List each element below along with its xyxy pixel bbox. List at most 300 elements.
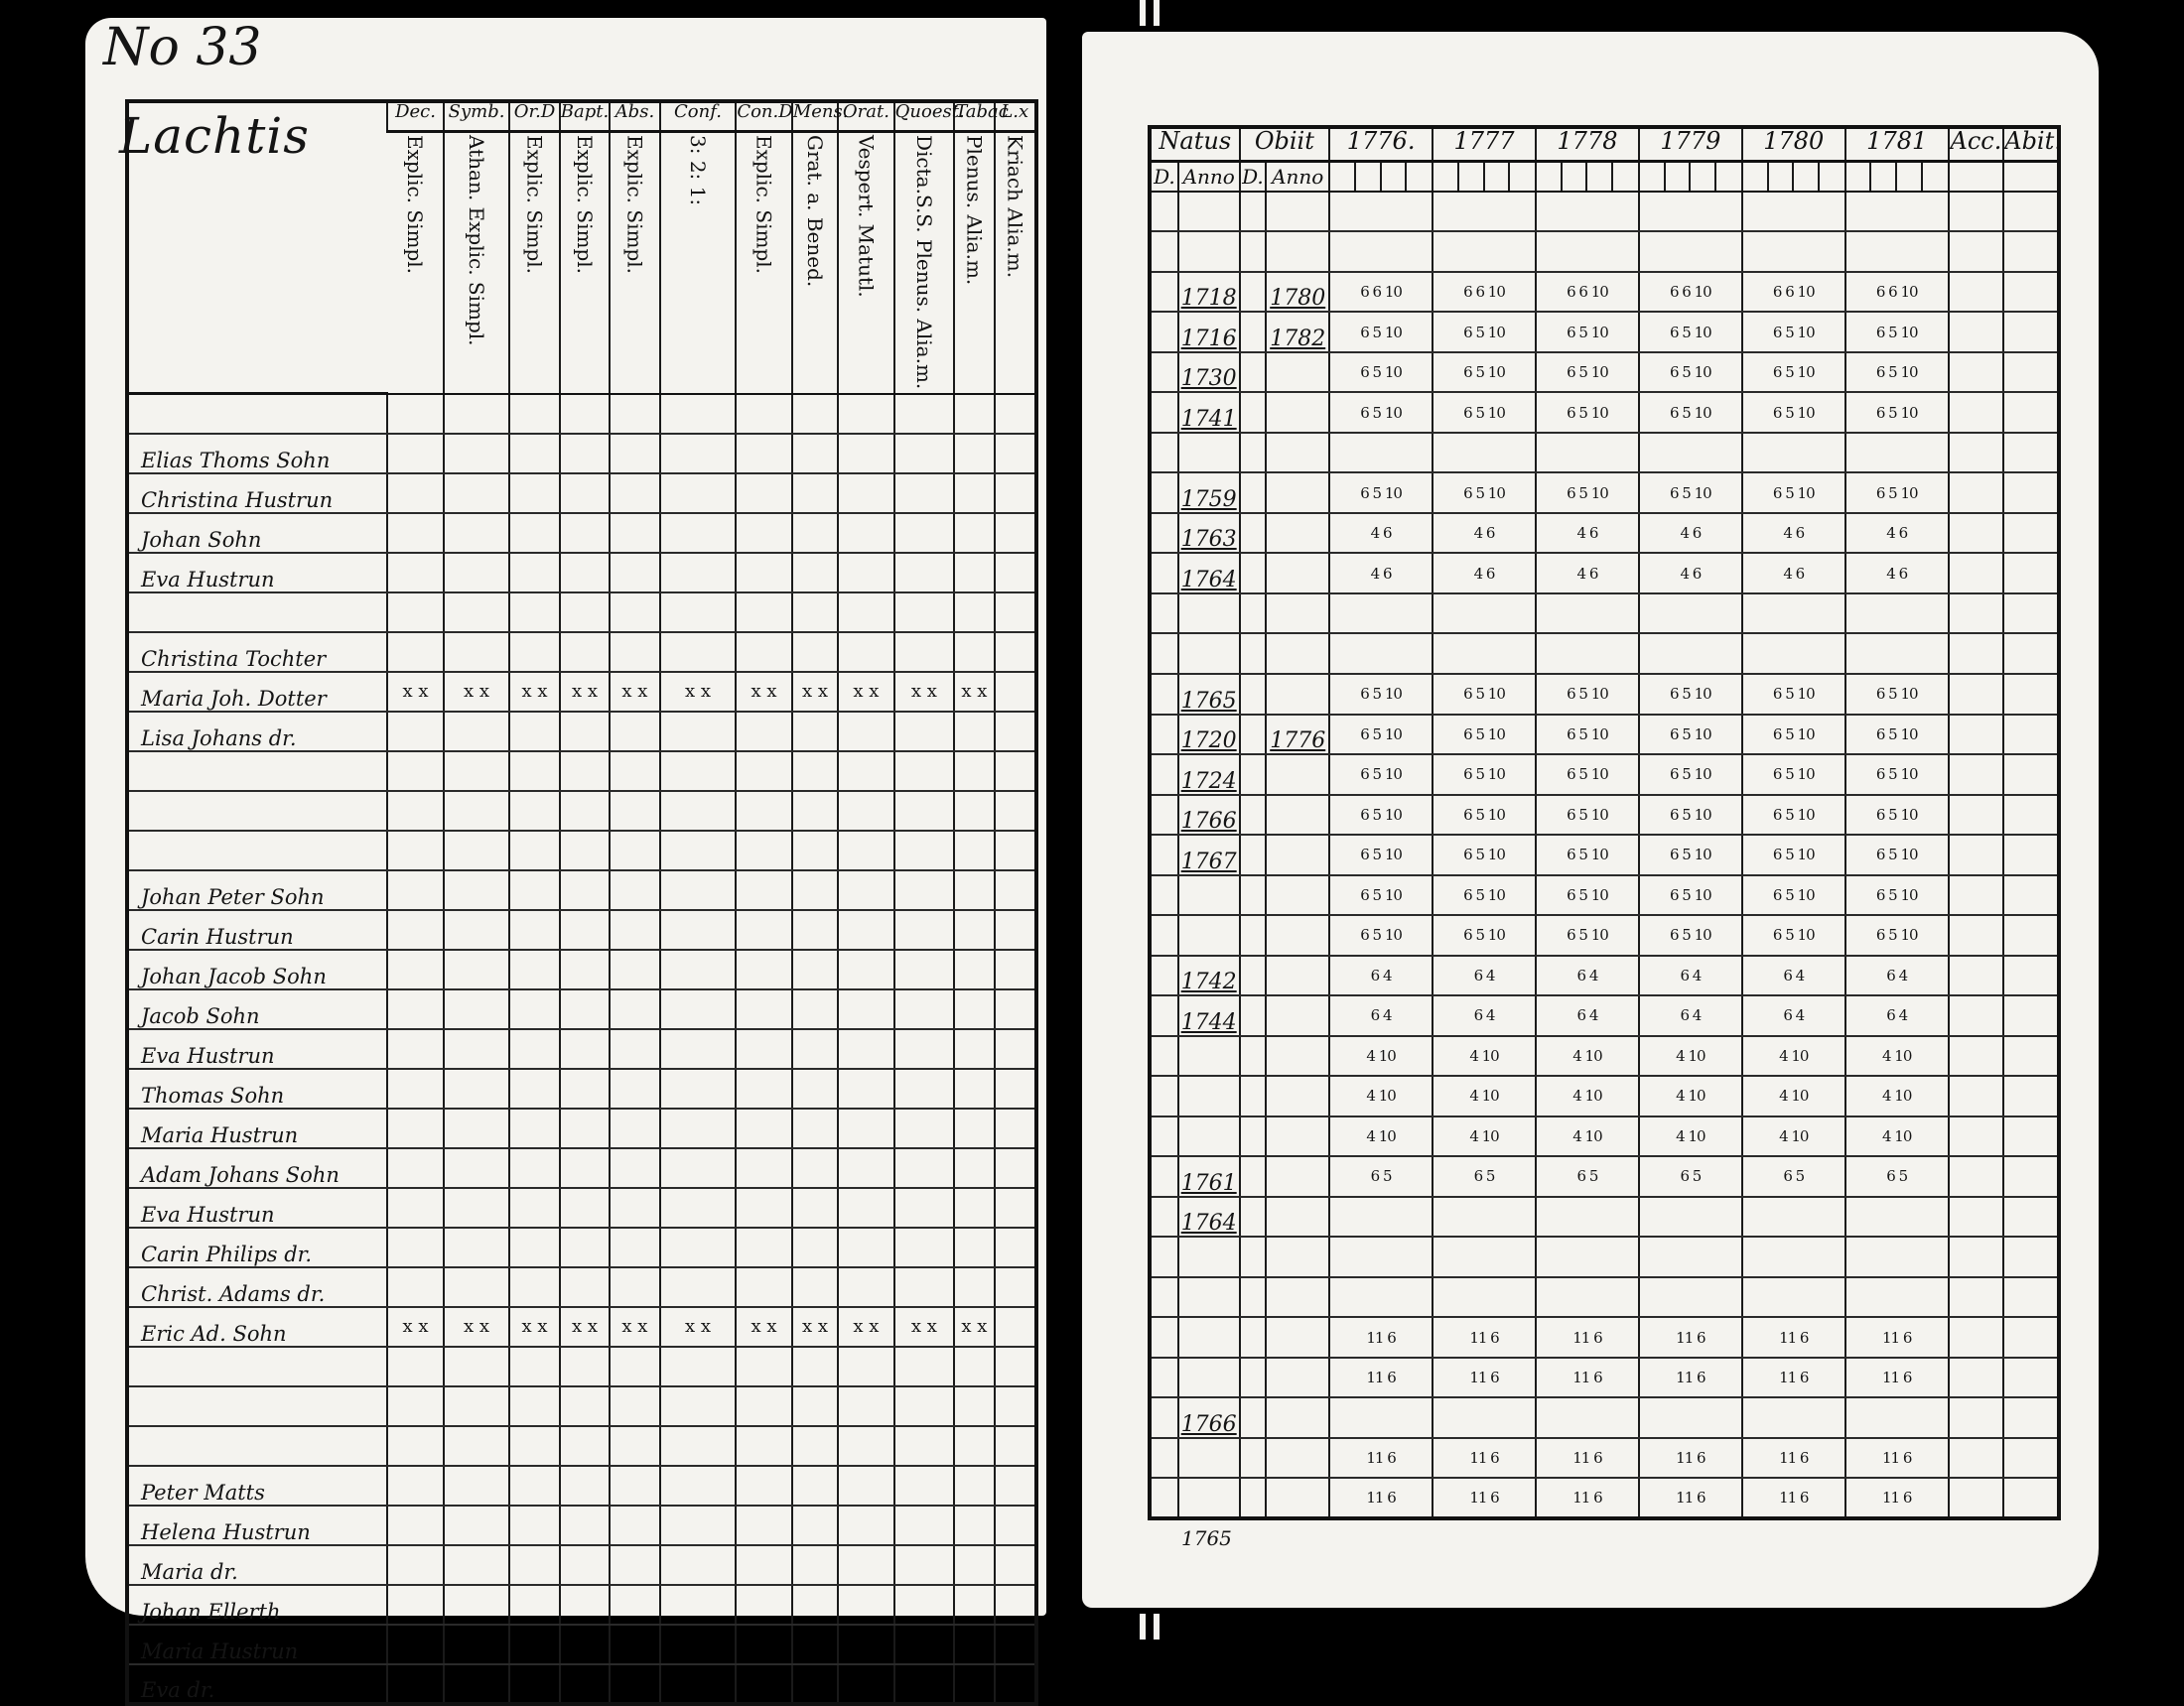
cell: [1949, 1156, 2004, 1197]
cell: [736, 989, 791, 1029]
cell: [792, 1386, 838, 1426]
column-subheader-3: Explic. Simpl.: [573, 134, 597, 274]
cell: [1240, 754, 1267, 795]
year-header: 1777: [1433, 127, 1536, 161]
exam-score: 6 5 10: [1536, 392, 1639, 433]
exam-score: 6 5 10: [1845, 795, 1949, 836]
name-column-header: [127, 101, 387, 394]
cell: [1845, 161, 1871, 191]
exam-score: 4 10: [1845, 1076, 1949, 1116]
exam-score: 4 10: [1742, 1116, 1845, 1157]
cell: [792, 1267, 838, 1307]
exam-score: 6 4: [1845, 956, 1949, 996]
cell: [1949, 715, 2004, 755]
exam-score: 6 5 10: [1433, 312, 1536, 352]
cell: [2003, 633, 2059, 674]
cell: [387, 473, 443, 513]
person-name: [127, 831, 387, 870]
register-row: [1150, 593, 2059, 634]
death-year: [1266, 593, 1329, 634]
exam-score: 6 4: [1536, 995, 1639, 1036]
exam-score: 6 4: [1329, 995, 1433, 1036]
cell: [995, 1228, 1036, 1267]
cell: [954, 1506, 994, 1545]
footer-year: 1765: [1181, 1526, 1232, 1550]
cell: [838, 751, 893, 791]
death-year: [1266, 231, 1329, 272]
obiit-header: Obiit: [1240, 127, 1330, 161]
cell: [610, 513, 659, 553]
cell: [1150, 352, 1178, 393]
register-row: [1150, 1036, 2059, 1077]
cell: [1329, 433, 1433, 473]
death-year: [1266, 352, 1329, 393]
cell: [2003, 875, 2059, 916]
cell: [610, 712, 659, 751]
cell: [660, 1267, 737, 1307]
person-name: Thomas Sohn: [127, 1069, 387, 1109]
register-row: [127, 394, 1036, 434]
exam-score: 11 6: [1329, 1317, 1433, 1358]
cell: [610, 1506, 659, 1545]
death-year: 1776: [1266, 715, 1329, 755]
cell: [1433, 1277, 1536, 1318]
cell: [894, 1228, 955, 1267]
cell: [660, 870, 737, 910]
exam-score: 4 10: [1742, 1076, 1845, 1116]
cell: [387, 989, 443, 1029]
cell: [610, 1069, 659, 1109]
cell: [2003, 593, 2059, 634]
exam-score: 11 6: [1639, 1358, 1742, 1398]
cell: [560, 712, 610, 751]
exam-score: 6 5 10: [1639, 312, 1742, 352]
birth-year: [1178, 192, 1240, 232]
exam-score: 6 5 10: [1742, 312, 1845, 352]
cell: [1329, 593, 1433, 634]
cell: [736, 1386, 791, 1426]
cell: [736, 1347, 791, 1386]
cell: [995, 1148, 1036, 1188]
cell: [736, 434, 791, 473]
cell: [1484, 161, 1510, 191]
check-mark: x x: [560, 672, 610, 712]
cell: [560, 1506, 610, 1545]
cell: [1949, 513, 2004, 554]
exam-score: 11 6: [1536, 1438, 1639, 1479]
cell: [1949, 1116, 2004, 1157]
column-subheader-10: Plenus. Alia.m.: [962, 134, 987, 285]
exam-score: 6 5 10: [1433, 754, 1536, 795]
cell: [1240, 915, 1267, 956]
cell: [1845, 1197, 1949, 1238]
cell: [2003, 161, 2059, 191]
cell: [894, 434, 955, 473]
register-row: [1150, 352, 2059, 393]
cell: [838, 791, 893, 831]
cell: [1240, 1277, 1267, 1318]
cell: [1240, 1358, 1267, 1398]
birth-year: 1724: [1178, 754, 1240, 795]
death-year: 1782: [1266, 312, 1329, 352]
exam-score: 11 6: [1742, 1438, 1845, 1479]
exam-score: 6 5 10: [1742, 472, 1845, 513]
cell: [387, 712, 443, 751]
cell: [387, 1347, 443, 1386]
exam-score: 6 5 10: [1329, 835, 1433, 875]
cell: [1150, 192, 1178, 232]
register-row: [127, 1545, 1036, 1585]
check-mark: x x: [894, 1307, 955, 1347]
register-row: [1150, 795, 2059, 836]
birth-year: 1741: [1178, 392, 1240, 433]
cell: [610, 592, 659, 632]
column-subheader-9: Dicta.S.S. Plenus. Alia.m.: [911, 134, 936, 389]
cell: [838, 1069, 893, 1109]
cell: [2003, 1438, 2059, 1479]
cell: [954, 910, 994, 950]
exam-score: 6 5 10: [1639, 795, 1742, 836]
cell: [995, 473, 1036, 513]
cell: [444, 632, 510, 672]
cell: [387, 1386, 443, 1426]
cell: [660, 1029, 737, 1069]
cell: [444, 1466, 510, 1506]
cell: [560, 1228, 610, 1267]
cell: [736, 632, 791, 672]
exam-score: 6 4: [1845, 995, 1949, 1036]
cell: [792, 1466, 838, 1506]
cell: [2003, 1277, 2059, 1318]
death-year: [1266, 392, 1329, 433]
cell: [1150, 312, 1178, 352]
cell: [1845, 1237, 1949, 1277]
cell: [995, 513, 1036, 553]
cell: [509, 910, 559, 950]
exam-score: 4 6: [1742, 513, 1845, 554]
cell: [387, 1188, 443, 1228]
cell: [1240, 875, 1267, 916]
cell: [736, 394, 791, 434]
birth-year: 1742: [1178, 956, 1240, 996]
cell: [610, 1545, 659, 1585]
birth-year: 1716: [1178, 312, 1240, 352]
cell: [736, 1625, 791, 1664]
cell: [954, 1545, 994, 1585]
cell: [894, 1347, 955, 1386]
cell: [660, 1188, 737, 1228]
exam-score: 6 5 10: [1433, 795, 1536, 836]
cell: [792, 513, 838, 553]
person-name: Maria Hustrun: [127, 1625, 387, 1664]
cell: [1406, 161, 1433, 191]
examination-years-table: [1148, 125, 2061, 1520]
column-header-11: L.x: [995, 101, 1036, 131]
death-year: [1266, 1317, 1329, 1358]
cell: [1536, 1237, 1639, 1277]
cell: [610, 1267, 659, 1307]
exam-score: 6 5 10: [1536, 715, 1639, 755]
person-name: Maria Hustrun: [127, 1109, 387, 1148]
cell: [736, 1267, 791, 1307]
cell: [1509, 161, 1536, 191]
cell: [995, 950, 1036, 989]
cell: [894, 592, 955, 632]
exam-score: 4 10: [1639, 1116, 1742, 1157]
person-name: Carin Hustrun: [127, 910, 387, 950]
cell: [838, 1148, 893, 1188]
cell: [660, 553, 737, 592]
cell: [1329, 1397, 1433, 1438]
cell: [1922, 161, 1949, 191]
column-header-1: Symb.: [444, 101, 510, 131]
cell: [660, 632, 737, 672]
cell: [736, 910, 791, 950]
exam-score: 6 5 10: [1639, 715, 1742, 755]
cell: [1949, 1317, 2004, 1358]
cell: [1949, 231, 2004, 272]
register-row: [127, 1664, 1036, 1704]
cell: [736, 1069, 791, 1109]
cell: [610, 394, 659, 434]
cell: [610, 434, 659, 473]
exam-score: 6 5 10: [1845, 312, 1949, 352]
cell: [954, 1148, 994, 1188]
register-row: [1150, 513, 2059, 554]
cell: [995, 592, 1036, 632]
cell: [1240, 795, 1267, 836]
cell: [1150, 956, 1178, 996]
exam-score: 4 10: [1433, 1036, 1536, 1077]
exam-score: 6 5 10: [1329, 875, 1433, 916]
cell: [792, 751, 838, 791]
cell: [610, 1347, 659, 1386]
birth-year: [1178, 1237, 1240, 1277]
cell: [660, 394, 737, 434]
birth-year: 1759: [1178, 472, 1240, 513]
cell: [1949, 915, 2004, 956]
column-header-4: Abs.: [610, 101, 659, 131]
obiit-day-header: D.: [1240, 161, 1267, 191]
register-row: [127, 870, 1036, 910]
register-row: [127, 1109, 1036, 1148]
cell: [387, 592, 443, 632]
person-name: [127, 751, 387, 791]
birth-year: [1178, 1277, 1240, 1318]
cell: [894, 989, 955, 1029]
check-mark: x x: [387, 672, 443, 712]
cell: [838, 1664, 893, 1704]
cell: [838, 592, 893, 632]
cell: [792, 1029, 838, 1069]
cell: [1949, 472, 2004, 513]
cell: [444, 950, 510, 989]
cell: [387, 831, 443, 870]
column-header-9: Quoest.: [894, 101, 955, 131]
cell: [509, 831, 559, 870]
cell: [560, 1585, 610, 1625]
cell: [792, 632, 838, 672]
cell: [792, 950, 838, 989]
birth-year: 1761: [1178, 1156, 1240, 1197]
cell: [1150, 875, 1178, 916]
person-name: [127, 1347, 387, 1386]
cell: [1150, 633, 1178, 674]
check-mark: x x: [792, 672, 838, 712]
cell: [954, 632, 994, 672]
exam-score: 6 4: [1639, 956, 1742, 996]
cell: [1150, 1116, 1178, 1157]
cell: [838, 1545, 893, 1585]
cell: [894, 1506, 955, 1545]
cell: [560, 1426, 610, 1466]
cell: [1150, 1317, 1178, 1358]
exam-score: 4 10: [1845, 1036, 1949, 1077]
exam-score: 6 4: [1433, 956, 1536, 996]
natus-anno-header: Anno: [1178, 161, 1240, 191]
cell: [1639, 1397, 1742, 1438]
exam-score: 4 6: [1742, 553, 1845, 593]
cell: [444, 513, 510, 553]
check-mark: x x: [894, 672, 955, 712]
cell: [1240, 352, 1267, 393]
cell: [954, 1426, 994, 1466]
cell: [1433, 1397, 1536, 1438]
cell: [387, 751, 443, 791]
cell: [792, 1069, 838, 1109]
person-name: Johan Sohn: [127, 513, 387, 553]
cell: [995, 1664, 1036, 1704]
cell: [792, 1625, 838, 1664]
cell: [660, 1466, 737, 1506]
cell: [1150, 795, 1178, 836]
cell: [1562, 161, 1587, 191]
cell: [444, 1069, 510, 1109]
cell: [2003, 956, 2059, 996]
register-row: [1150, 1197, 2059, 1238]
register-row: [127, 513, 1036, 553]
cell: [660, 751, 737, 791]
exam-score: 6 5 10: [1845, 835, 1949, 875]
check-mark: x x: [838, 672, 893, 712]
column-subheader-8: Vespert. Matutl.: [854, 134, 879, 298]
exam-score: 6 5 10: [1845, 754, 1949, 795]
cell: [736, 1664, 791, 1704]
cell: [838, 394, 893, 434]
cell: [660, 1109, 737, 1148]
cell: [995, 1029, 1036, 1069]
cell: [509, 870, 559, 910]
cell: [1949, 1358, 2004, 1398]
exam-score: 11 6: [1845, 1438, 1949, 1479]
cell: [954, 592, 994, 632]
exam-score: 11 6: [1742, 1478, 1845, 1518]
cell: [1896, 161, 1922, 191]
cell: [1742, 231, 1845, 272]
obiit-anno-header: Anno: [1266, 161, 1329, 191]
cell: [560, 394, 610, 434]
cell: [509, 1625, 559, 1664]
exam-score: 6 6 10: [1639, 272, 1742, 313]
cell: [792, 1664, 838, 1704]
cell: [1949, 593, 2004, 634]
exam-score: 6 5 10: [1329, 472, 1433, 513]
cell: [792, 989, 838, 1029]
cell: [444, 1347, 510, 1386]
cell: [1150, 513, 1178, 554]
cell: [560, 1188, 610, 1228]
cell: [995, 1466, 1036, 1506]
cell: [1150, 835, 1178, 875]
cell: [660, 1545, 737, 1585]
cell: [894, 1466, 955, 1506]
exam-score: 11 6: [1639, 1478, 1742, 1518]
cell: [838, 1386, 893, 1426]
cell: [1742, 1237, 1845, 1277]
cell: [509, 394, 559, 434]
person-name: Peter Matts: [127, 1466, 387, 1506]
cell: [792, 791, 838, 831]
cell: [1949, 352, 2004, 393]
cell: [995, 831, 1036, 870]
cell: [444, 1585, 510, 1625]
cell: [1639, 231, 1742, 272]
cell: [894, 1267, 955, 1307]
cell: [2003, 1036, 2059, 1077]
natus-day-header: D.: [1150, 161, 1178, 191]
cell: [838, 950, 893, 989]
exam-score: 11 6: [1845, 1317, 1949, 1358]
cell: [995, 791, 1036, 831]
check-mark: x x: [444, 672, 510, 712]
register-row: [1150, 272, 2059, 313]
exam-score: 6 5 10: [1639, 754, 1742, 795]
cell: [954, 553, 994, 592]
abiit-header: Abit.: [2003, 127, 2059, 161]
cell: [444, 1625, 510, 1664]
cell: [838, 434, 893, 473]
cell: [1639, 161, 1665, 191]
cell: [560, 1347, 610, 1386]
exam-score: 6 5 10: [1742, 915, 1845, 956]
exam-score: 6 5 10: [1536, 754, 1639, 795]
register-row: [1150, 1237, 2059, 1277]
cell: [560, 1386, 610, 1426]
cell: [954, 1109, 994, 1148]
cell: [995, 1506, 1036, 1545]
cell: [2003, 1156, 2059, 1197]
cell: [894, 1426, 955, 1466]
cell: [387, 1466, 443, 1506]
cell: [2003, 674, 2059, 715]
cell: [1536, 593, 1639, 634]
exam-score: 4 6: [1639, 513, 1742, 554]
cell: [894, 1386, 955, 1426]
death-year: [1266, 1277, 1329, 1318]
cell: [509, 1426, 559, 1466]
exam-score: 6 5 10: [1329, 915, 1433, 956]
exam-score: 6 5: [1536, 1156, 1639, 1197]
cell: [1329, 633, 1433, 674]
register-row: [1150, 231, 2059, 272]
cell: [1433, 161, 1458, 191]
cell: [560, 950, 610, 989]
cell: [736, 1228, 791, 1267]
column-subheader-0: Explic. Simpl.: [403, 134, 428, 274]
cell: [1433, 593, 1536, 634]
register-row: [1150, 1358, 2059, 1398]
cell: [509, 473, 559, 513]
